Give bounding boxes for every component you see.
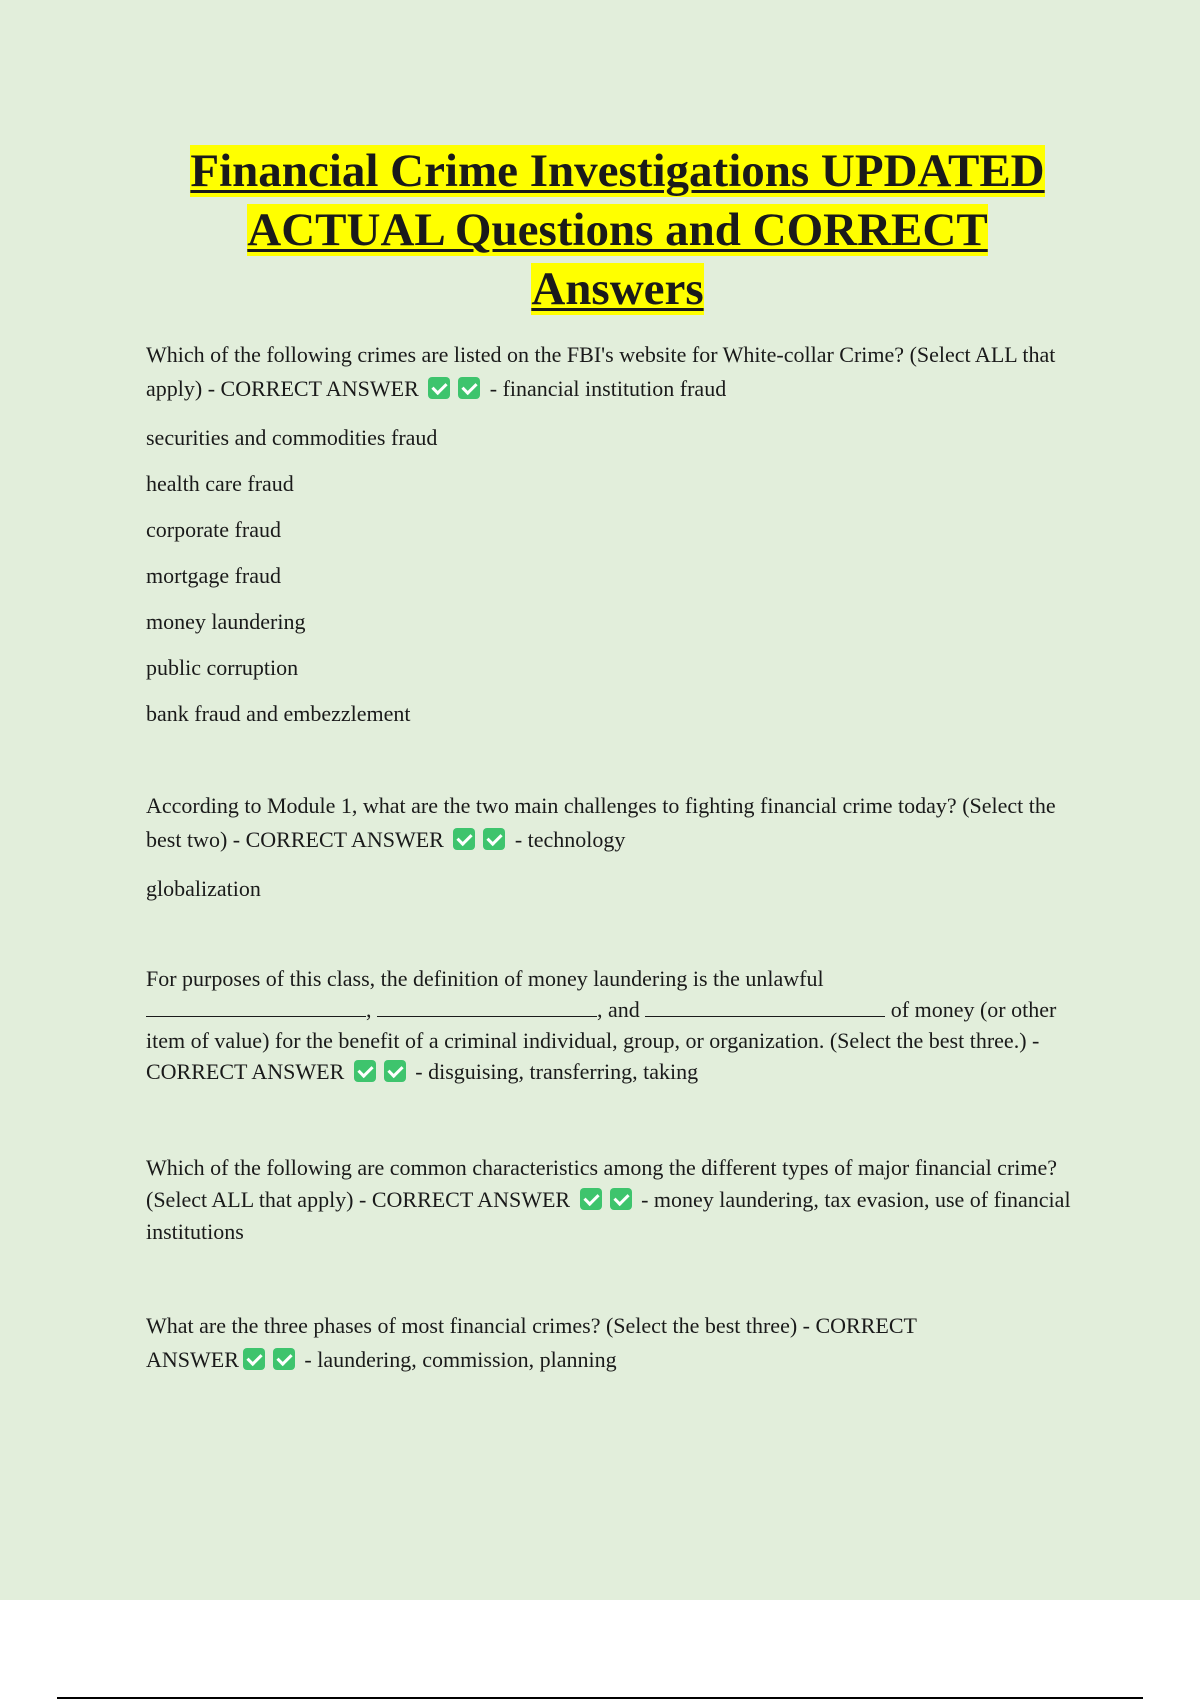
answer-item: globalization (146, 876, 261, 901)
question-prompt: Which of the following crimes are listed on the FBI's website for White-collar Crime? (Select ALL that apply) - CORRECT ANSWER (146, 342, 1056, 401)
blank-separator: , (366, 997, 372, 1022)
answer-text: - money laundering, tax evasion, use of financial institutions (146, 1187, 1071, 1244)
answer-item: health care fraud (146, 471, 294, 496)
check-mark-icon (384, 1060, 406, 1082)
answer-item: securities and commodities fraud (146, 425, 438, 450)
answer-text: - technology (514, 827, 626, 852)
document-title (100, 142, 1135, 319)
check-mark-icon (453, 828, 475, 850)
question-text (146, 789, 1086, 857)
check-mark-icon (580, 1188, 602, 1210)
answer-text: - disguising, transferring, taking (415, 1059, 699, 1084)
check-mark-icon (458, 377, 480, 399)
question-prompt: For purposes of this class, the definition of money laundering is the unlawful (146, 966, 824, 991)
fill-in-blank-1 (146, 998, 366, 1017)
title-line-1: Financial Crime Investigations UPDATED (190, 145, 1045, 197)
blank-separator: , and (597, 997, 640, 1022)
answer-text: - laundering, commission, planning (304, 1347, 617, 1372)
check-mark-icon (483, 828, 505, 850)
check-mark-icon (273, 1348, 295, 1370)
answer-item: mortgage fraud (146, 563, 281, 588)
question-prompt: According to Module 1, what are the two main challenges to fighting financial crime today? (Select the best two) - CORRECT ANSWER (146, 793, 1056, 852)
question-text (146, 963, 1086, 1087)
check-mark-icon (243, 1348, 265, 1370)
check-mark-icon (354, 1060, 376, 1082)
check-mark-icon (428, 377, 450, 399)
check-mark-icon (610, 1188, 632, 1210)
question-text (146, 1309, 1086, 1377)
question-prompt: What are the three phases of most financial crimes? (Select the best three) - CORRECT (146, 1313, 917, 1338)
question-prompt: Which of the following are common characteristics among the different types of major financial crime? (Select ALL that apply) - CORRECT ANSWER (146, 1155, 1058, 1212)
fill-in-blank-3 (645, 998, 885, 1017)
title-line-3: Answers (531, 263, 704, 315)
question-text (146, 1152, 1086, 1248)
question-1 (146, 338, 1086, 737)
answer-item: public corruption (146, 655, 299, 680)
answer-text: - financial institution fraud (489, 376, 727, 401)
answer-item: money laundering (146, 609, 306, 634)
question-prompt-continued: ANSWER (146, 1347, 239, 1372)
question-5 (146, 1309, 1086, 1377)
question-prompt-continued: of money (or other item of value) for the benefit of a criminal individual, group, or organization. (Select the best three.) - CORRECT ANSWER (146, 997, 1057, 1084)
question-text (146, 338, 1086, 406)
answer-item: bank fraud and embezzlement (146, 701, 411, 726)
answer-item: corporate fraud (146, 517, 281, 542)
question-2 (146, 789, 1086, 912)
title-line-2: ACTUAL Questions and CORRECT (247, 204, 988, 256)
footer-rule (57, 1697, 1143, 1699)
fill-in-blank-2 (377, 998, 597, 1017)
question-4 (146, 1152, 1086, 1248)
question-3 (146, 963, 1086, 1087)
